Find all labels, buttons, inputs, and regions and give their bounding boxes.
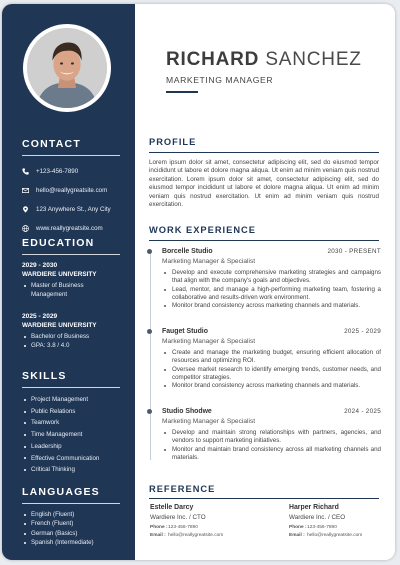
job-company: Studio Shodwe [162, 408, 212, 415]
experience-title: WORK EXPERIENCE [149, 225, 256, 235]
contact-address-text: 123 Anywhere St., Any City [36, 206, 111, 213]
education-detail: Bachelor of Business [24, 332, 120, 341]
languages-title: LANGUAGES [22, 486, 100, 498]
profile-photo-illustration [27, 28, 107, 108]
education-entry [22, 261, 120, 299]
language-item: English (Fluent) [24, 510, 120, 519]
skill-item: Critical Thinking [24, 464, 120, 476]
job-bullets [149, 269, 381, 310]
job-bullet: Develop and maintain strong relationships with partners, agencies, and vendors to support marketing initiatives. [162, 429, 381, 446]
contact-address [22, 200, 120, 219]
last-name: SANCHEZ [265, 49, 362, 70]
contact-website [22, 219, 120, 238]
job-entry [149, 328, 381, 390]
job-entry [149, 248, 381, 310]
title-underline [166, 91, 198, 93]
reference-org: Wardiere Inc. / CEO [289, 514, 346, 521]
reference-name: Harper Richard [289, 504, 339, 511]
timeline-dot [147, 249, 152, 254]
job-bullet: Oversee market research to identify emerging trends, customer needs, and competitor strategies. [162, 366, 381, 383]
job-entry [149, 408, 381, 462]
skill-item: Project Management [24, 394, 120, 406]
education-university: WARDIERE UNIVERSITY [22, 271, 97, 278]
job-bullet: Monitor brand consistency across marketing channels and materials. [162, 382, 381, 390]
contact-email-text: hello@reallygreatsite.com [36, 187, 108, 194]
reference-phone: Phone :123-456-7890 [289, 525, 337, 530]
contact-phone-text: +123-456-7890 [36, 168, 79, 175]
reference-entry [150, 504, 260, 538]
contact-section [22, 138, 120, 238]
job-role: Marketing Manager & Specialist [162, 338, 256, 345]
job-bullet: Monitor brand consistency across marketing channels and materials. [162, 302, 381, 310]
languages-list [24, 510, 120, 548]
resume-page [2, 4, 395, 560]
job-bullet: Monitor and maintain brand consistency across all marketing channels and materials. [162, 446, 381, 463]
skill-item: Effective Communication [24, 453, 120, 465]
job-role: Marketing Manager & Specialist [162, 418, 256, 425]
profile-text: Lorem ipsum dolor sit amet, consectetur adipiscing elit, sed do eiusmod tempor incididunt ut labore et dolore magna aliqua. Ut enim ad minim veniam quis nostrud exercitation. Lorem ipsum dolor sit amet, consectetur adipiscing elit, sed do eiusmod tempor incididunt ut labore et dolore magna aliqua. Ut enim ad minim veniam quis nostrud exercitation. Ut enim ad minim veniam quis nostrud exercitation. [149, 159, 379, 209]
job-dates: 2030 - PRESENT [327, 248, 381, 255]
job-bullets [149, 349, 381, 390]
education-divider [22, 254, 120, 255]
languages-divider [22, 503, 120, 504]
job-role: Marketing Manager & Specialist [162, 258, 256, 265]
education-detail: GPA: 3.8 / 4.0 [24, 341, 120, 350]
contact-email [22, 181, 120, 200]
profile-title: PROFILE [149, 137, 197, 147]
reference-org: Wardiere Inc. / CTO [150, 514, 206, 521]
skill-item: Leadership [24, 441, 120, 453]
skills-section [22, 370, 120, 476]
education-title: EDUCATION [22, 237, 95, 249]
location-icon [22, 205, 34, 215]
language-item: French (Fluent) [24, 519, 120, 528]
reference-name: Estelle Darcy [150, 504, 194, 511]
skill-item: Public Relations [24, 406, 120, 418]
education-detail: Master of Business Management [24, 281, 120, 299]
main-content [135, 4, 395, 560]
sidebar [2, 4, 135, 560]
phone-icon [22, 167, 34, 177]
job-bullet: Develop and execute comprehensive marketing strategies and campaigns that align with the company's goals and objectives. [162, 269, 381, 286]
reference-divider [149, 498, 379, 499]
education-years: 2025 - 2029 [22, 313, 58, 320]
profile-photo [23, 24, 111, 112]
education-university: WARDIERE UNIVERSITY [22, 322, 97, 329]
language-item: Spanish (Intermediate) [24, 538, 120, 547]
full-name [166, 49, 362, 71]
reference-title: REFERENCE [149, 484, 216, 494]
job-dates: 2025 - 2029 [344, 328, 381, 335]
languages-section [22, 486, 120, 548]
globe-icon [22, 224, 34, 234]
reference-phone: Phone :123-456-7890 [150, 525, 198, 530]
contact-title: CONTACT [22, 138, 81, 150]
job-bullet: Create and manage the marketing budget, ensuring efficient allocation of resources and optimizing ROI. [162, 349, 381, 366]
email-icon [22, 186, 34, 196]
contact-divider [22, 155, 120, 156]
job-company: Borcelle Studio [162, 248, 213, 255]
skill-item: Teamwork [24, 417, 120, 429]
contact-website-text: www.reallygreatsite.com [36, 225, 103, 232]
job-title: MARKETING MANAGER [166, 75, 274, 85]
education-entry [22, 312, 120, 350]
skill-item: Time Management [24, 429, 120, 441]
timeline-dot [147, 329, 152, 334]
job-company: Fauget Studio [162, 328, 208, 335]
education-details [24, 281, 120, 299]
education-years: 2029 - 2030 [22, 262, 58, 269]
reference-entry [289, 504, 395, 538]
language-item: German (Basics) [24, 529, 120, 538]
education-section [22, 237, 120, 350]
contact-phone [22, 162, 120, 181]
first-name: RICHARD [166, 49, 260, 70]
reference-email: Email : hello@reallygreatsite.com [150, 533, 224, 538]
reference-email: Email : hello@reallygreatsite.com [289, 533, 363, 538]
job-bullet: Lead, mentor, and manage a high-performing marketing team, fostering a collaborative and results-driven work environment. [162, 286, 381, 303]
experience-divider [149, 240, 379, 241]
skills-title: SKILLS [22, 370, 67, 382]
job-bullets [149, 429, 381, 462]
skills-list [24, 394, 120, 476]
job-dates: 2024 - 2025 [344, 408, 381, 415]
profile-divider [149, 152, 379, 153]
education-details [24, 332, 120, 350]
skills-divider [22, 387, 120, 388]
timeline-dot [147, 409, 152, 414]
